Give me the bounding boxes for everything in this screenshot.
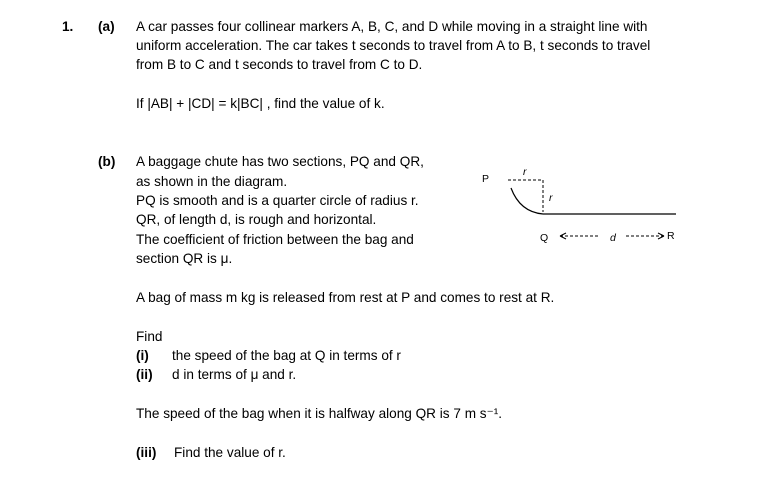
- question-number: 1.: [62, 19, 74, 34]
- part-a-condition: If |AB| + |CD| = k|BC| , find the value of k.: [136, 96, 385, 111]
- part-a-line: uniform acceleration. The car takes t seconds to travel from A to B, t seconds to travel: [136, 38, 651, 53]
- label-r: R: [667, 230, 675, 242]
- part-b-line: section QR is μ.: [136, 251, 233, 266]
- task-iii-label: (iii): [136, 445, 157, 460]
- chute-svg: [476, 160, 686, 246]
- part-b-line: A baggage chute has two sections, PQ and QR,: [136, 154, 424, 169]
- part-b-label: (b): [98, 154, 116, 169]
- find-label: Find: [136, 329, 163, 344]
- task-ii-label: (ii): [136, 367, 153, 382]
- release-sentence: A bag of mass m kg is released from rest at P and comes to rest at R.: [136, 290, 555, 305]
- label-d: d: [610, 232, 616, 244]
- task-ii-text: d in terms of μ and r.: [172, 367, 297, 382]
- part-b-line: QR, of length d, is rough and horizontal.: [136, 212, 377, 227]
- part-b-line: PQ is smooth and is a quarter circle of radius r.: [136, 193, 419, 208]
- part-b-line: as shown in the diagram.: [136, 174, 288, 189]
- part-a-line: A car passes four collinear markers A, B, C, and D while moving in a straight line with: [136, 19, 648, 34]
- task-iii-text: Find the value of r.: [174, 445, 286, 460]
- label-r-side: r: [549, 192, 553, 204]
- part-b-line: The coefficient of friction between the bag and: [136, 232, 414, 247]
- part-a-line: from B to C and t seconds to travel from C to D.: [136, 57, 423, 72]
- label-p: P: [482, 173, 490, 185]
- label-r-top: r: [523, 166, 527, 178]
- quarter-circle-arc: [511, 188, 543, 214]
- part-a-label: (a): [98, 19, 115, 34]
- halfway-sentence: The speed of the bag when it is halfway along QR is 7 m s⁻¹.: [136, 406, 503, 421]
- label-q: Q: [540, 232, 549, 244]
- task-i-text: the speed of the bag at Q in terms of r: [172, 348, 401, 363]
- task-i-label: (i): [136, 348, 149, 363]
- baggage-chute-diagram: [476, 160, 686, 246]
